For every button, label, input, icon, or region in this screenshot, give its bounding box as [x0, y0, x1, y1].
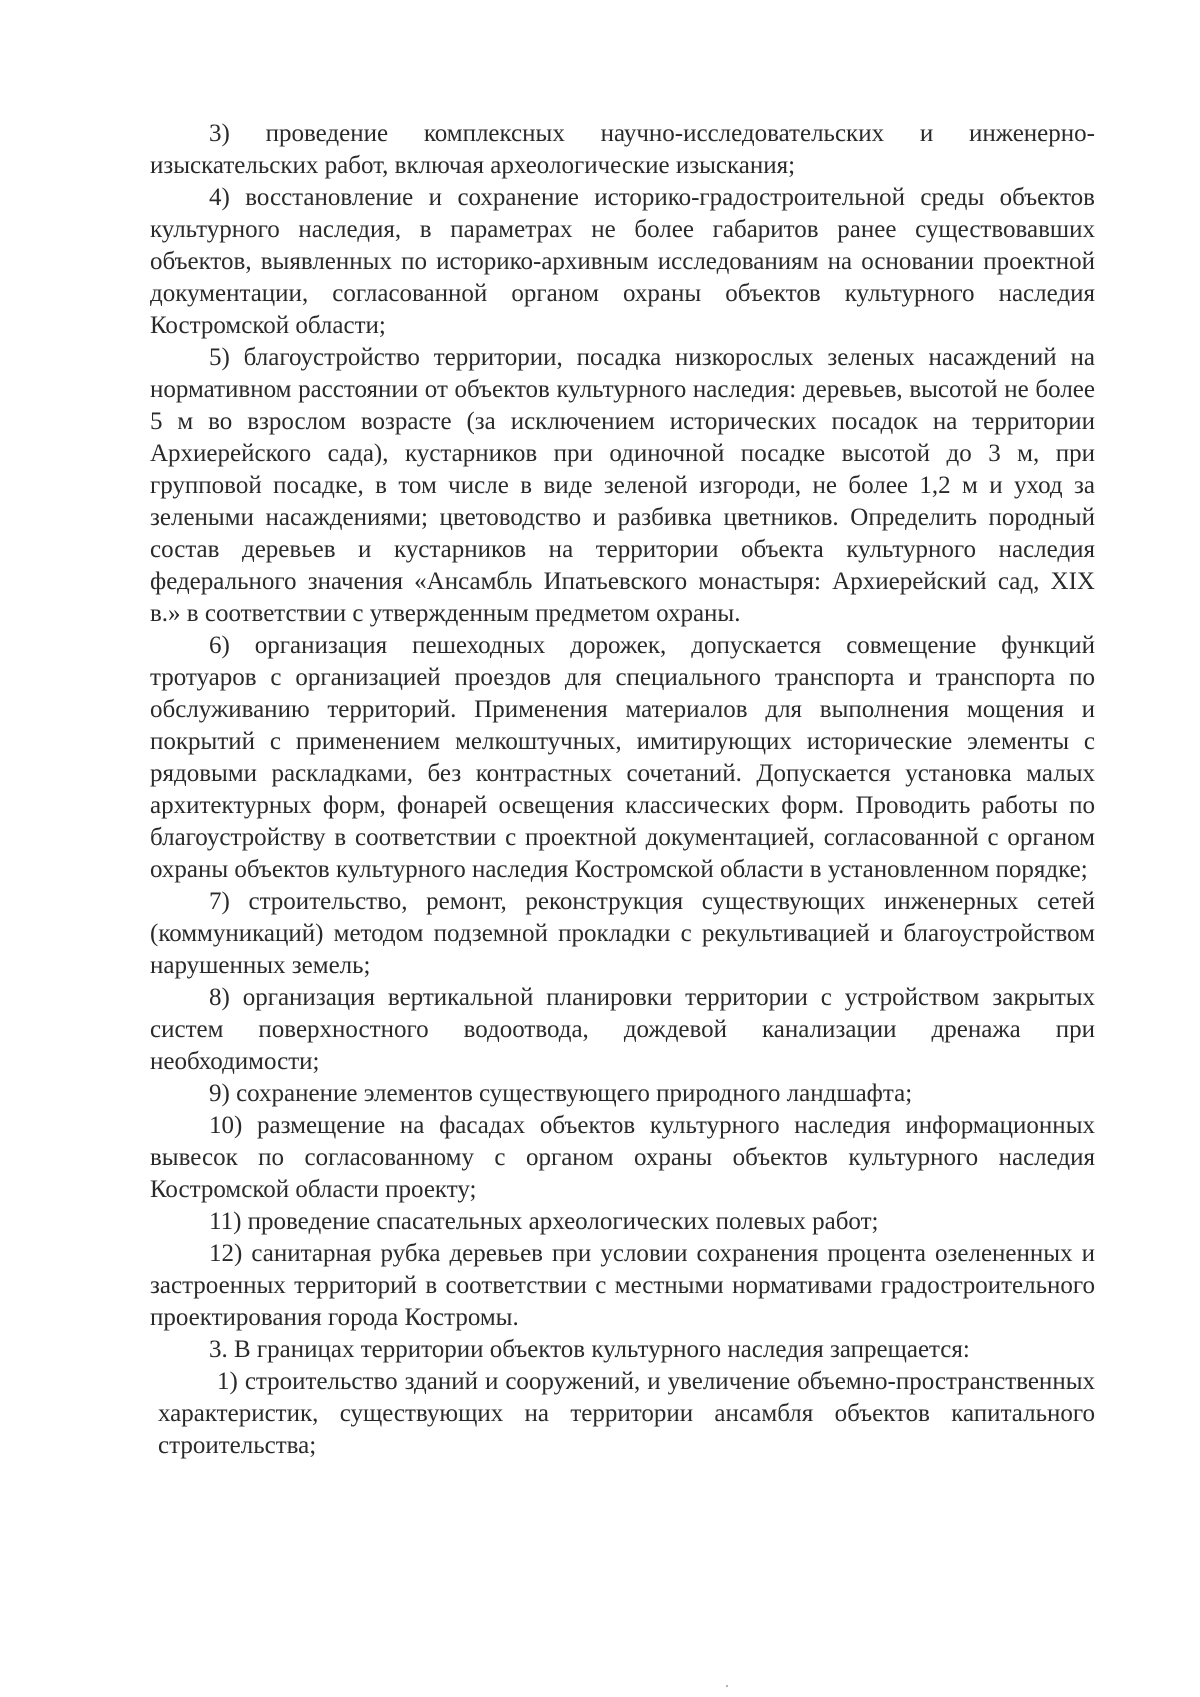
paragraph-item-9: 9) сохранение элементов существующего природного ландшафта; [209, 1080, 913, 1107]
document-page [150, 118, 1095, 1462]
paragraph-item-6: 6) организация пешеходных дорожек, допускается совмещение функций тротуаров с организацией проездов для специального транспорта и транспорта по обслуживанию территорий. Применения материалов для выполнения мощения и покрытий с применением мелкоштучных, имитирующих исторические элементы с рядовыми раскладками, без контрастных сочетаний. Допускается установка малых архитектурных форм, фонарей освещения классических форм. Проводить работы по благоустройству в соответствии с проектной документацией, согласованной с органом охраны объектов культурного наследия Костромской области в установленном порядке; [150, 632, 1095, 883]
paragraph-item-4: 4) восстановление и сохранение историко-градостроительной среды объектов культурного наследия, в параметрах не более габаритов ранее существовавших объектов, выявленных по историко-архивным исследованиям на основании проектной документации, согласованной органом охраны объектов культурного наследия Костромской области; [150, 184, 1095, 339]
paragraph-item-5: 5) благоустройство территории, посадка низкорослых зеленых насаждений на нормативном расстоянии от объектов культурного наследия: деревьев, высотой не более 5 м во взрослом возрасте (за исключением исторических посадок на территории Архиерейского сада), кустарников при одиночной посадке высотой до 3 м, при групповой посадке, в том числе в виде зеленой изгороди, не более 1,2 м и уход за зелеными насаждениями; цветоводство и разбивка цветников. Определить породный состав деревьев и кустарников на территории объекта культурного наследия федерального значения «Ансамбль Ипатьевского монастыря: Архиерейский сад, XIX в.» в соответствии с утвержденным предметом охраны. [150, 344, 1095, 627]
scan-speck [726, 1685, 728, 1687]
paragraph-item-12: 12) санитарная рубка деревьев при условии сохранения процента озелененных и застроенных территорий в соответствии с местными нормативами градостроительного проектирования города Костромы. [150, 1240, 1095, 1331]
paragraph-item-3: 3) проведение комплексных научно-исследовательских и инженерно-изыскательских работ, включая археологические изыскания; [150, 120, 1095, 179]
section-3-heading: 3. В границах территории объектов культурного наследия запрещается: [209, 1336, 970, 1363]
prohibition-item-1: 1) строительство зданий и сооружений, и увеличение объемно-пространственных характеристик, существующих на территории ансамбля объектов капитального строительства; [158, 1368, 1095, 1459]
paragraph-item-11: 11) проведение спасательных археологических полевых работ; [209, 1208, 879, 1235]
paragraph-item-8: 8) организация вертикальной планировки территории с устройством закрытых систем поверхностного водоотвода, дождевой канализации дренажа при необходимости; [150, 984, 1095, 1075]
paragraph-item-7: 7) строительство, ремонт, реконструкция существующих инженерных сетей (коммуникаций) методом подземной прокладки с рекультивацией и благоустройством нарушенных земель; [150, 888, 1095, 979]
paragraph-item-10: 10) размещение на фасадах объектов культурного наследия информационных вывесок по согласованному с органом охраны объектов культурного наследия Костромской области проекту; [150, 1112, 1095, 1203]
